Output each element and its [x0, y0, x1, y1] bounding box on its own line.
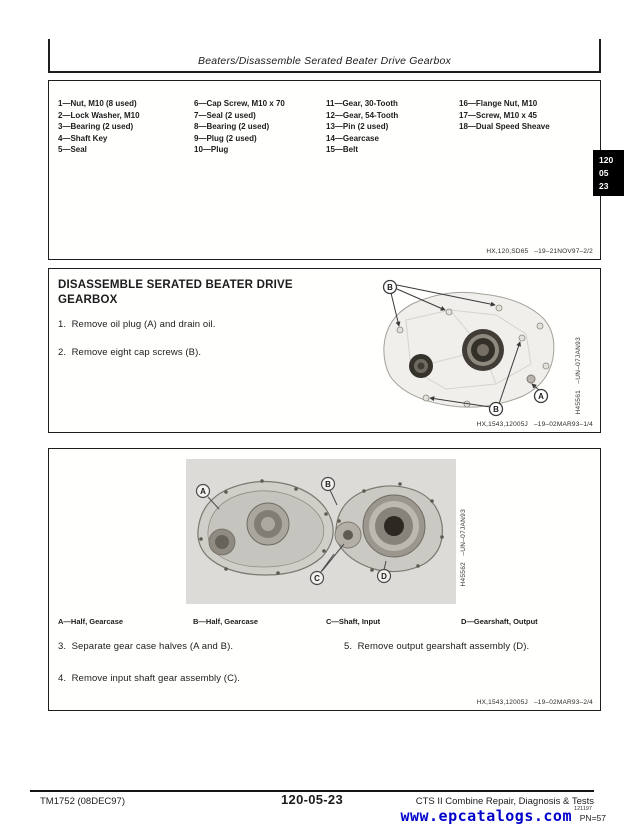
callout-b-bottom: B [493, 405, 499, 414]
step-1: 1. Remove oil plug (A) and drain oil. [58, 319, 216, 330]
footer-print-code: 121197 [574, 806, 592, 812]
oil-plug [527, 375, 535, 383]
part-item: 12—Gear, 54-Tooth [326, 110, 399, 120]
tab-section-number: 05 [599, 168, 609, 178]
separate-section-box [48, 448, 601, 711]
legend-d: D—Gearshaft, Output [461, 617, 538, 626]
figure-caption: HX,120,SD65 –19–21NOV97–2/2 [486, 248, 593, 255]
figure-caption: HX,1543,12005J –19–02MAR93–2/4 [476, 699, 593, 706]
footer-pn: PN=57 [579, 813, 606, 823]
part-item: 10—Plug [194, 145, 229, 154]
figure-id: H45561 –UN–07JAN93 [575, 337, 582, 415]
parts-legend-box [48, 80, 601, 260]
part-item: 13—Pin (2 used) [326, 122, 389, 131]
part-item: 14—Gearcase [326, 133, 379, 143]
footer-page-number: 120-05-23 [281, 792, 343, 807]
step-4: 4. Remove input shaft gear assembly (C). [58, 673, 241, 684]
gearcase-halves-photo [186, 459, 456, 604]
callout-d: D [381, 572, 387, 581]
part-item: 15—Belt [326, 145, 359, 154]
parts-column-1 [58, 98, 140, 156]
running-header [48, 39, 601, 73]
callout-c: C [314, 574, 320, 583]
part-item: 8—Bearing (2 used) [194, 122, 270, 131]
tab-page-number: 23 [599, 181, 609, 191]
part-item: 16—Flange Nut, M10 [459, 99, 538, 108]
step-3: 3. Separate gear case halves (A and B). [58, 641, 234, 652]
figure-id: H45562 –UN–07JAN93 [460, 509, 467, 587]
legend-a: A—Half, Gearcase [58, 617, 124, 626]
part-item: 6—Cap Screw, M10 x 70 [194, 99, 285, 108]
legend-b: B—Half, Gearcase [193, 617, 259, 626]
callout-b: B [325, 480, 331, 489]
running-header-title: Beaters/Disassemble Serated Beater Drive Gearbox [198, 55, 451, 67]
parts-column-2 [194, 98, 285, 156]
part-item: 11—Gear, 30-Tooth [326, 99, 398, 108]
tab-group-number: 120 [599, 155, 614, 165]
gearbox-illustration [354, 272, 569, 417]
step-5: 5. Remove output gearshaft assembly (D). [344, 641, 530, 652]
parts-column-3 [326, 98, 398, 156]
part-item: 3—Bearing (2 used) [58, 122, 134, 131]
figure-caption: HX,1543,12005J –19–02MAR93–1/4 [476, 421, 593, 428]
legend-c: C—Shaft, Input [326, 617, 381, 626]
parts-column-4 [459, 98, 550, 133]
part-item: 4—Shaft Key [58, 133, 108, 143]
part-item: 2—Lock Washer, M10 [58, 110, 140, 120]
gearcase-halves-illustration [186, 459, 456, 604]
step-2: 2. Remove eight cap screws (B). [58, 347, 202, 358]
part-item: 1—Nut, M10 (8 used) [58, 99, 137, 108]
part-item: 5—Seal [58, 145, 87, 154]
chapter-tab [593, 150, 624, 196]
part-item: 7—Seal (2 used) [194, 110, 256, 120]
section-title: DISASSEMBLE SERATED BEATER DRIVE GEARBOX [58, 279, 293, 306]
part-item: 9—Plug (2 used) [194, 133, 257, 143]
callout-a: A [538, 392, 544, 401]
disassemble-section-box [48, 268, 601, 433]
footer-manual-number: TM1752 (08DEC97) [40, 796, 126, 807]
callout-b-top: B [387, 283, 393, 292]
footer-manual-title: CTS II Combine Repair, Diagnosis & Tests [415, 796, 594, 807]
part-item: 17—Screw, M10 x 45 [459, 110, 537, 120]
part-item: 18—Dual Speed Sheave [459, 122, 550, 131]
callout-a: A [200, 487, 206, 496]
watermark-link[interactable]: www.epcatalogs.com [400, 807, 572, 825]
